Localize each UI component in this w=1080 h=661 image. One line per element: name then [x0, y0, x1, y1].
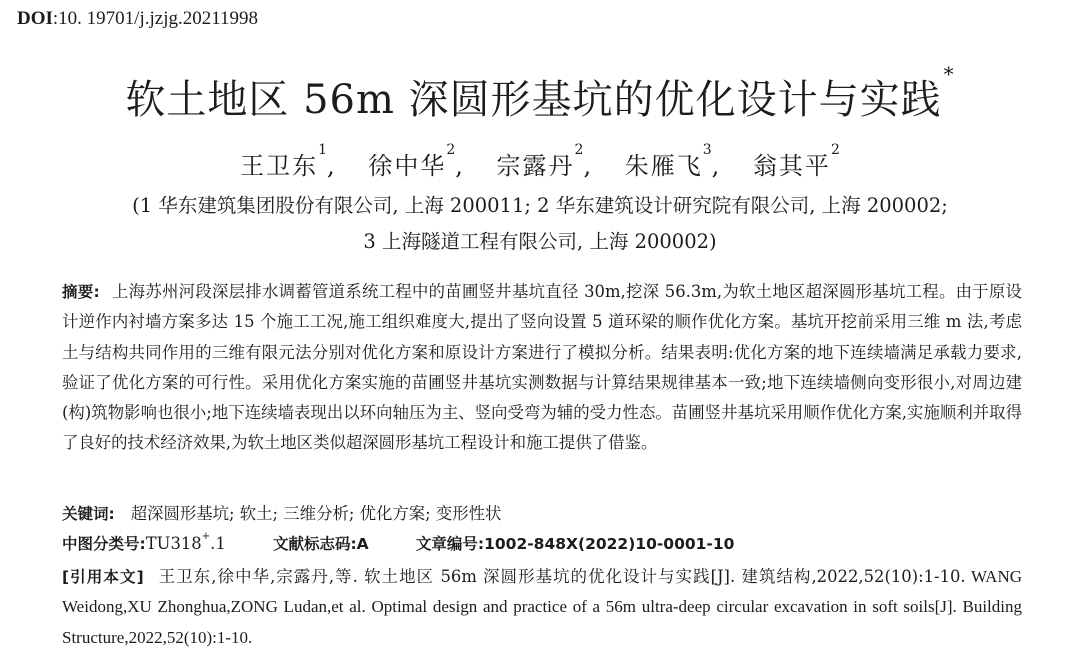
author-affil-mark: 1	[318, 142, 328, 158]
author	[752, 142, 840, 180]
citation	[62, 562, 1022, 653]
abstract-text: 上海苏州河段深层排水调蓄管道系统工程中的苗圃竖井基坑直径 30m,挖深 56.3m,为软土地区超深圆形基坑工程。由于原设计逆作内衬墙方案多达 15 个施工工况,施工组织难度大,提出了竖向设置 5 道环梁的顺作优化方案。基坑开挖前采用三维 m 法,考虑土与结构共同作用的三维有限元法分别对优化方案和原设计方案进行了模拟分析。结果表明:优化方案的地下连续墙满足承载力要求,验证了优化方案的可行性。采用优化方案实施的苗圃竖井基坑实测数据与计算结果规律基本一致;地下连续墙侧向变形很小,对周边建(构)筑物影响也很小;地下连续墙表现出以环向轴压为主、竖向受弯为辅的受力性态。苗圃竖井基坑采用顺作优化方案,实施顺利并取得了良好的技术经济效果,为软土地区类似超深圆形基坑工程设计和施工提供了借鉴。	[62, 282, 1022, 453]
author	[496, 142, 584, 180]
author-separator: ,	[583, 152, 594, 180]
doi-value: :10. 19701/j.jzjg.20211998	[52, 8, 259, 29]
title-text: 软土地区 56m 深圆形基坑的优化设计与实践	[125, 77, 942, 123]
clc-tail: .1	[210, 534, 226, 553]
author-separator: ,	[455, 152, 465, 180]
author-affil-mark: 2	[446, 142, 456, 158]
keywords-label: 关键词:	[62, 505, 115, 523]
author-affil-mark: 2	[574, 142, 584, 158]
author-name: 翁其平	[752, 152, 831, 180]
author-name: 朱雁飞	[624, 152, 703, 180]
author-name: 王卫东	[240, 152, 319, 180]
article-number: 文章编号:1002-848X(2022)10-0001-10	[415, 535, 735, 553]
citation-label: [引用本文]	[62, 568, 144, 586]
abstract	[62, 277, 1022, 459]
clc-value: TU318	[145, 534, 202, 553]
abstract-label: 摘要:	[62, 283, 100, 301]
affiliation-line-2: 3 上海隧道工程有限公司, 上海 200002)	[363, 230, 717, 253]
paper-title	[0, 62, 1080, 125]
keywords-text: 超深圆形基坑; 软土; 三维分析; 优化方案; 变形性状	[130, 504, 502, 523]
author	[240, 142, 328, 180]
author-separator: ,	[711, 152, 722, 180]
affiliation-line-1: (1 华东建筑集团股份有限公司, 上海 200011; 2 华东建筑设计研究院有限公司, 上海 200002;	[132, 194, 948, 217]
clc-label: 中图分类号:	[62, 535, 146, 553]
title-footnote-mark: *	[943, 62, 955, 86]
clc-number	[62, 531, 226, 553]
doi-line	[17, 8, 258, 30]
citation-en: WANG Weidong,XU Zhonghua,ZONG Ludan,et al. Optimal design and practice of a 56m ultra-deep circular excavation in soft soils[J]. Building Structure,2022,52(10):1-10.	[62, 567, 1023, 647]
author	[624, 142, 712, 180]
keywords	[62, 500, 501, 524]
classification-row	[62, 532, 734, 554]
doi-label: DOI	[17, 8, 53, 29]
citation-zh: 王卫东,徐中华,宗露丹,等. 软土地区 56m 深圆形基坑的优化设计与实践[J]. 建筑结构,2022,52(10):1-10.	[157, 567, 966, 586]
author-affil-mark: 2	[830, 142, 840, 158]
author-name: 宗露丹	[496, 152, 575, 180]
author	[368, 142, 456, 180]
clc-sup: +	[201, 531, 211, 542]
author-list	[0, 142, 1080, 181]
document-code: 文献标志码:A	[272, 535, 369, 553]
author-name: 徐中华	[368, 152, 447, 180]
author-affil-mark: 3	[702, 142, 712, 158]
author-separator: ,	[327, 152, 337, 180]
